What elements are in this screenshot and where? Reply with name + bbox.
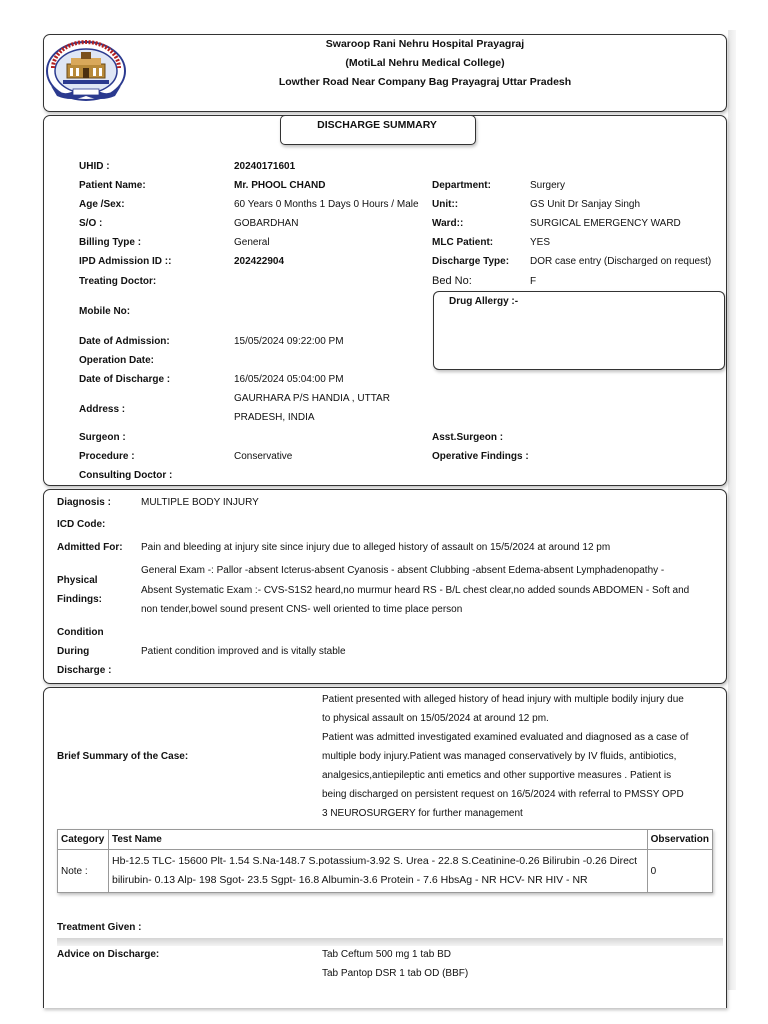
surgeon-label: Surgeon : [79, 432, 126, 443]
admitted-for-value: Pain and bleeding at injury site since injury due to alleged history of assault on 15/5/2024 at around 12 pm [141, 542, 611, 553]
procedure-value: Conservative [234, 451, 293, 462]
mlc-label: MLC Patient: [432, 237, 494, 248]
advice-label: Advice on Discharge: [57, 949, 160, 960]
unit-value: GS Unit Dr Sanjay Singh [530, 199, 641, 210]
ward-value: SURGICAL EMERGENCY WARD [530, 218, 681, 229]
hospital-address: Lowther Road Near Company Bag Prayagraj Uttar Pradesh [278, 76, 572, 88]
so-value: GOBARDHAN [234, 218, 299, 229]
physical-findings-label-1: Physical [57, 575, 98, 586]
ipd-value: 202422904 [234, 256, 285, 267]
uhid-value: 20240171601 [234, 161, 296, 172]
procedure-label: Procedure : [79, 451, 135, 462]
summary-line: Patient was admitted investigated examined evaluated and diagnosed as a case of [322, 732, 689, 743]
patient-name-label: Patient Name: [79, 180, 146, 191]
treating-doctor-label: Treating Doctor: [79, 276, 157, 287]
uhid-label: UHID : [79, 161, 110, 172]
table-header-row [58, 830, 713, 850]
page-shadow [728, 30, 736, 990]
discharge-date-label: Date of Discharge : [79, 374, 171, 385]
hospital-seal-logo-icon [45, 40, 127, 102]
page-title: DISCHARGE SUMMARY [317, 119, 437, 131]
treatment-given-label: Treatment Given : [57, 922, 142, 933]
icd-code-label: ICD Code: [57, 519, 106, 530]
mobile-label: Mobile No: [79, 306, 131, 317]
table-row [58, 850, 713, 893]
condition-label-3: Discharge : [57, 665, 112, 676]
condition-label-2: During [57, 646, 90, 657]
admission-date-value: 15/05/2024 09:22:00 PM [234, 336, 344, 347]
asst-surgeon-label: Asst.Surgeon : [432, 432, 504, 443]
summary-line: analgesics,antiepileptic anti emetics and other supportive measures . Patient is [322, 770, 672, 781]
address-line-1: GAURHARA P/S HANDIA , UTTAR [234, 393, 390, 404]
physical-findings-line-3: non tender,bowel sound present CNS- well oriented to time place person [141, 604, 463, 615]
admitted-for-label: Admitted For: [57, 542, 123, 553]
summary-line: being discharged on persistent request on 16/5/2024 with referral to PMSSY OPD [322, 789, 684, 800]
observation-header: Observation [647, 830, 712, 850]
discharge-type-label: Discharge Type: [432, 256, 510, 267]
department-label: Department: [432, 180, 491, 191]
test-results-table [57, 829, 713, 893]
category-cell: Note : [58, 850, 109, 893]
hospital-name: Swaroop Rani Nehru Hospital Prayagraj [325, 38, 525, 50]
condition-label-1: Condition [57, 627, 104, 638]
diagnosis-label: Diagnosis : [57, 497, 111, 508]
college-name: (MotiLal Nehru Medical College) [345, 57, 505, 69]
physical-findings-line-2: Absent Systematic Exam :- CVS-S1S2 heard,no murmur heard RS - B/L chest clear,no added sounds ABDOMEN - Soft and [141, 585, 690, 596]
billing-type-label: Billing Type : [79, 237, 142, 248]
brief-summary-label: Brief Summary of the Case: [57, 751, 189, 762]
so-label: S/O : [79, 218, 103, 229]
drug-allergy-label: Drug Allergy :- [449, 296, 519, 307]
patient-name-value: Mr. PHOOL CHAND [234, 180, 326, 191]
operative-findings-label: Operative Findings : [432, 451, 529, 462]
summary-line: to physical assault on 15/05/2024 at around 12 pm. [322, 713, 549, 724]
address-line-2: PRADESH, INDIA [234, 412, 315, 423]
advice-item: Tab Ceftum 500 mg 1 tab BD [322, 949, 451, 960]
condition-value: Patient condition improved and is vitally stable [141, 646, 346, 657]
physical-findings-line-1: General Exam -: Pallor -absent Icterus-absent Cyanosis - absent Clubbing -absent Edema-absent Lymphadenopathy - [141, 565, 665, 576]
consulting-doctor-label: Consulting Doctor : [79, 470, 173, 481]
bed-label: Bed No: [432, 275, 472, 287]
unit-label: Unit:: [432, 199, 459, 210]
section-divider [57, 938, 723, 946]
diagnosis-value: MULTIPLE BODY INJURY [141, 497, 259, 508]
age-sex-value: 60 Years 0 Months 1 Days 0 Hours / Male [234, 199, 419, 210]
discharge-type-value: DOR case entry (Discharged on request) [530, 256, 712, 267]
department-value: Surgery [530, 180, 566, 191]
billing-type-value: General [234, 237, 270, 248]
advice-item: Tab Pantop DSR 1 tab OD (BBF) [322, 968, 469, 979]
operation-date-label: Operation Date: [79, 355, 155, 366]
ipd-label: IPD Admission ID :: [79, 256, 172, 267]
mlc-value: YES [530, 237, 551, 248]
admission-date-label: Date of Admission: [79, 336, 170, 347]
discharge-date-value: 16/05/2024 05:04:00 PM [234, 374, 344, 385]
physical-findings-label-2: Findings: [57, 594, 102, 605]
age-sex-label: Age /Sex: [79, 199, 125, 210]
summary-line: 3 NEUROSURGERY for further management [322, 808, 523, 819]
ward-label: Ward:: [432, 218, 464, 229]
observation-cell: 0 [647, 850, 712, 893]
address-label: Address : [79, 404, 126, 415]
test-name-cell: Hb-12.5 TLC- 15600 Plt- 1.54 S.Na-148.7 S.potassium-3.92 S. Urea - 22.8 S.Ceatinine-0.26 Bilirubin -0.26 Direct bilirubin- 0.13 Alp- 198 Sgot- 23.5 Sgpt- 16.8 Albumin-3.6 Protein - 7.6 HbsAg - NR HCV- NR HIV - NR [109, 850, 648, 893]
category-header: Category [58, 830, 109, 850]
test-name-header: Test Name [109, 830, 648, 850]
summary-line: multiple body injury.Patient was managed conservatively by IV fluids, antibiotics, [322, 751, 677, 762]
bed-value: F [530, 276, 537, 287]
summary-line: Patient presented with alleged history of head injury with multiple bodily injury due [322, 694, 684, 705]
